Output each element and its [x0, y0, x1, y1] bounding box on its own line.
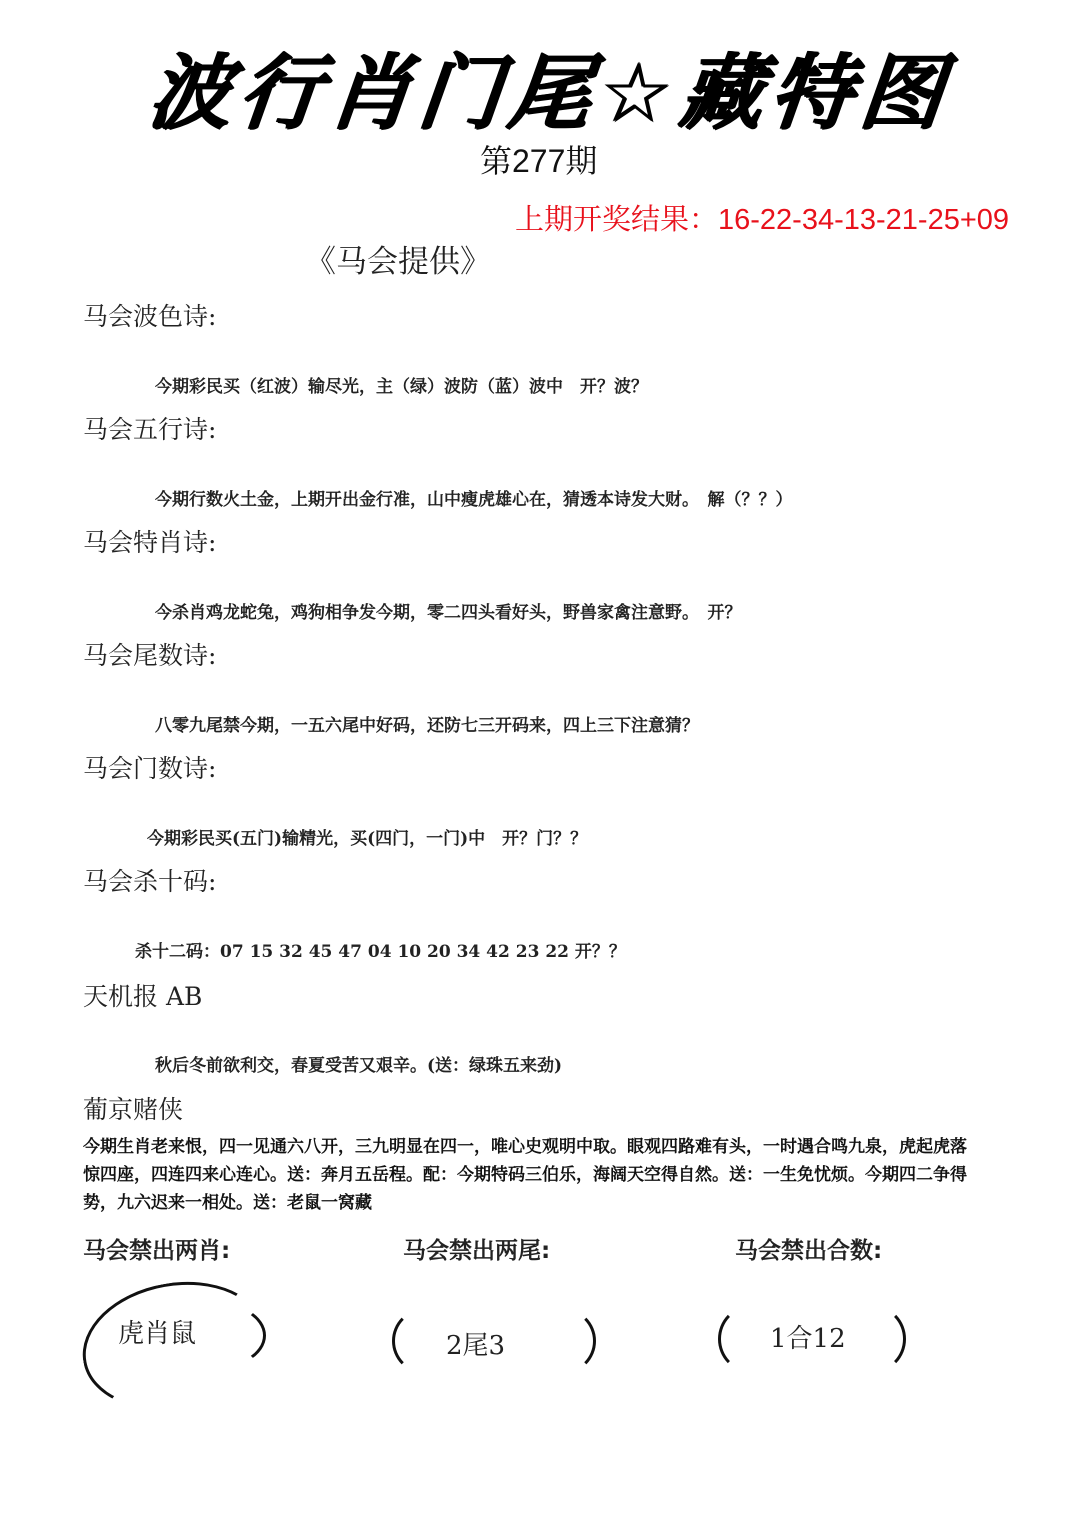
section-heading-wave-color: 马会波色诗: — [83, 302, 217, 331]
section-heading-gate-number: 马会门数诗: — [83, 754, 217, 783]
issue-number: 第277期 — [480, 143, 598, 179]
provider-label: 《马会提供》 — [305, 244, 491, 280]
footer-heading-sum: 马会禁出合数: — [735, 1238, 883, 1264]
section-heading-pujing: 葡京赌侠 — [83, 1095, 184, 1124]
section-heading-five-elements: 马会五行诗: — [83, 415, 217, 444]
forbidden-tail-value: 2尾3 — [446, 1331, 506, 1361]
right-bracket-icon — [840, 1305, 906, 1373]
section-text-gate-number: 今期彩民买(五门)输精光，买(四门，一门)中 开？门？？ — [147, 829, 588, 849]
last-result-numbers: 16-22-34-13-21-25+09 — [718, 204, 1010, 236]
section-heading-tail-number: 马会尾数诗: — [83, 641, 217, 670]
section-text-pujing: 今期生肖老来恨，四一见通六八开，三九明显在四一，唯心史观明中取。眼观四路难有头，一时遇合鸣九泉，虎起虎落惊四座，四连四来心连心。送：奔月五岳程。配：今期特码三伯乐，海阔天空得自然。送：一生免忧烦。今期四二争得势，九六迟来一相处。送：老鼠一窝藏 — [83, 1137, 967, 1213]
section-text-tail-number: 八零九尾禁今期，一五六尾中好码，还防七三开码来，四上三下注意猜？ — [155, 716, 699, 736]
right-bracket-icon — [530, 1308, 596, 1374]
last-result — [515, 197, 1009, 238]
forbidden-sum-value: 1合12 — [770, 1324, 846, 1354]
section-heading-special-zodiac: 马会特肖诗: — [83, 528, 217, 557]
section-text-special-zodiac: 今杀肖鸡龙蛇兔，鸡狗相争发今期，零二四头看好头，野兽家禽注意野。 开？ — [155, 603, 742, 623]
footer-heading-zodiac: 马会禁出两肖: — [83, 1238, 231, 1264]
section-text-wave-color: 今期彩民买（红波）输尽光，主（绿）波防（蓝）波中 开？波？ — [155, 377, 648, 397]
section-text-tianji: 秋后冬前欲利交，春夏受苦又艰辛。(送：绿珠五来劲) — [155, 1056, 563, 1076]
section-heading-tianji: 天机报 AB — [83, 982, 203, 1011]
footer-heading-tail: 马会禁出两尾: — [403, 1238, 551, 1264]
forbidden-zodiac-value: 虎肖鼠 — [118, 1319, 197, 1349]
last-result-label: 上期开奖结果： — [515, 204, 719, 236]
page-title: 波行肖门尾☆藏特图 — [144, 46, 956, 141]
section-heading-kill-ten: 马会杀十码: — [83, 867, 217, 896]
section-text-five-elements: 今期行数火土金，上期开出金行准，山中瘦虎雄心在，猜透本诗发大财。 解（？？） — [155, 490, 793, 510]
section-text-kill-ten: 杀十二码：07 15 32 45 47 04 10 20 34 42 23 22 开？？ — [135, 942, 626, 962]
